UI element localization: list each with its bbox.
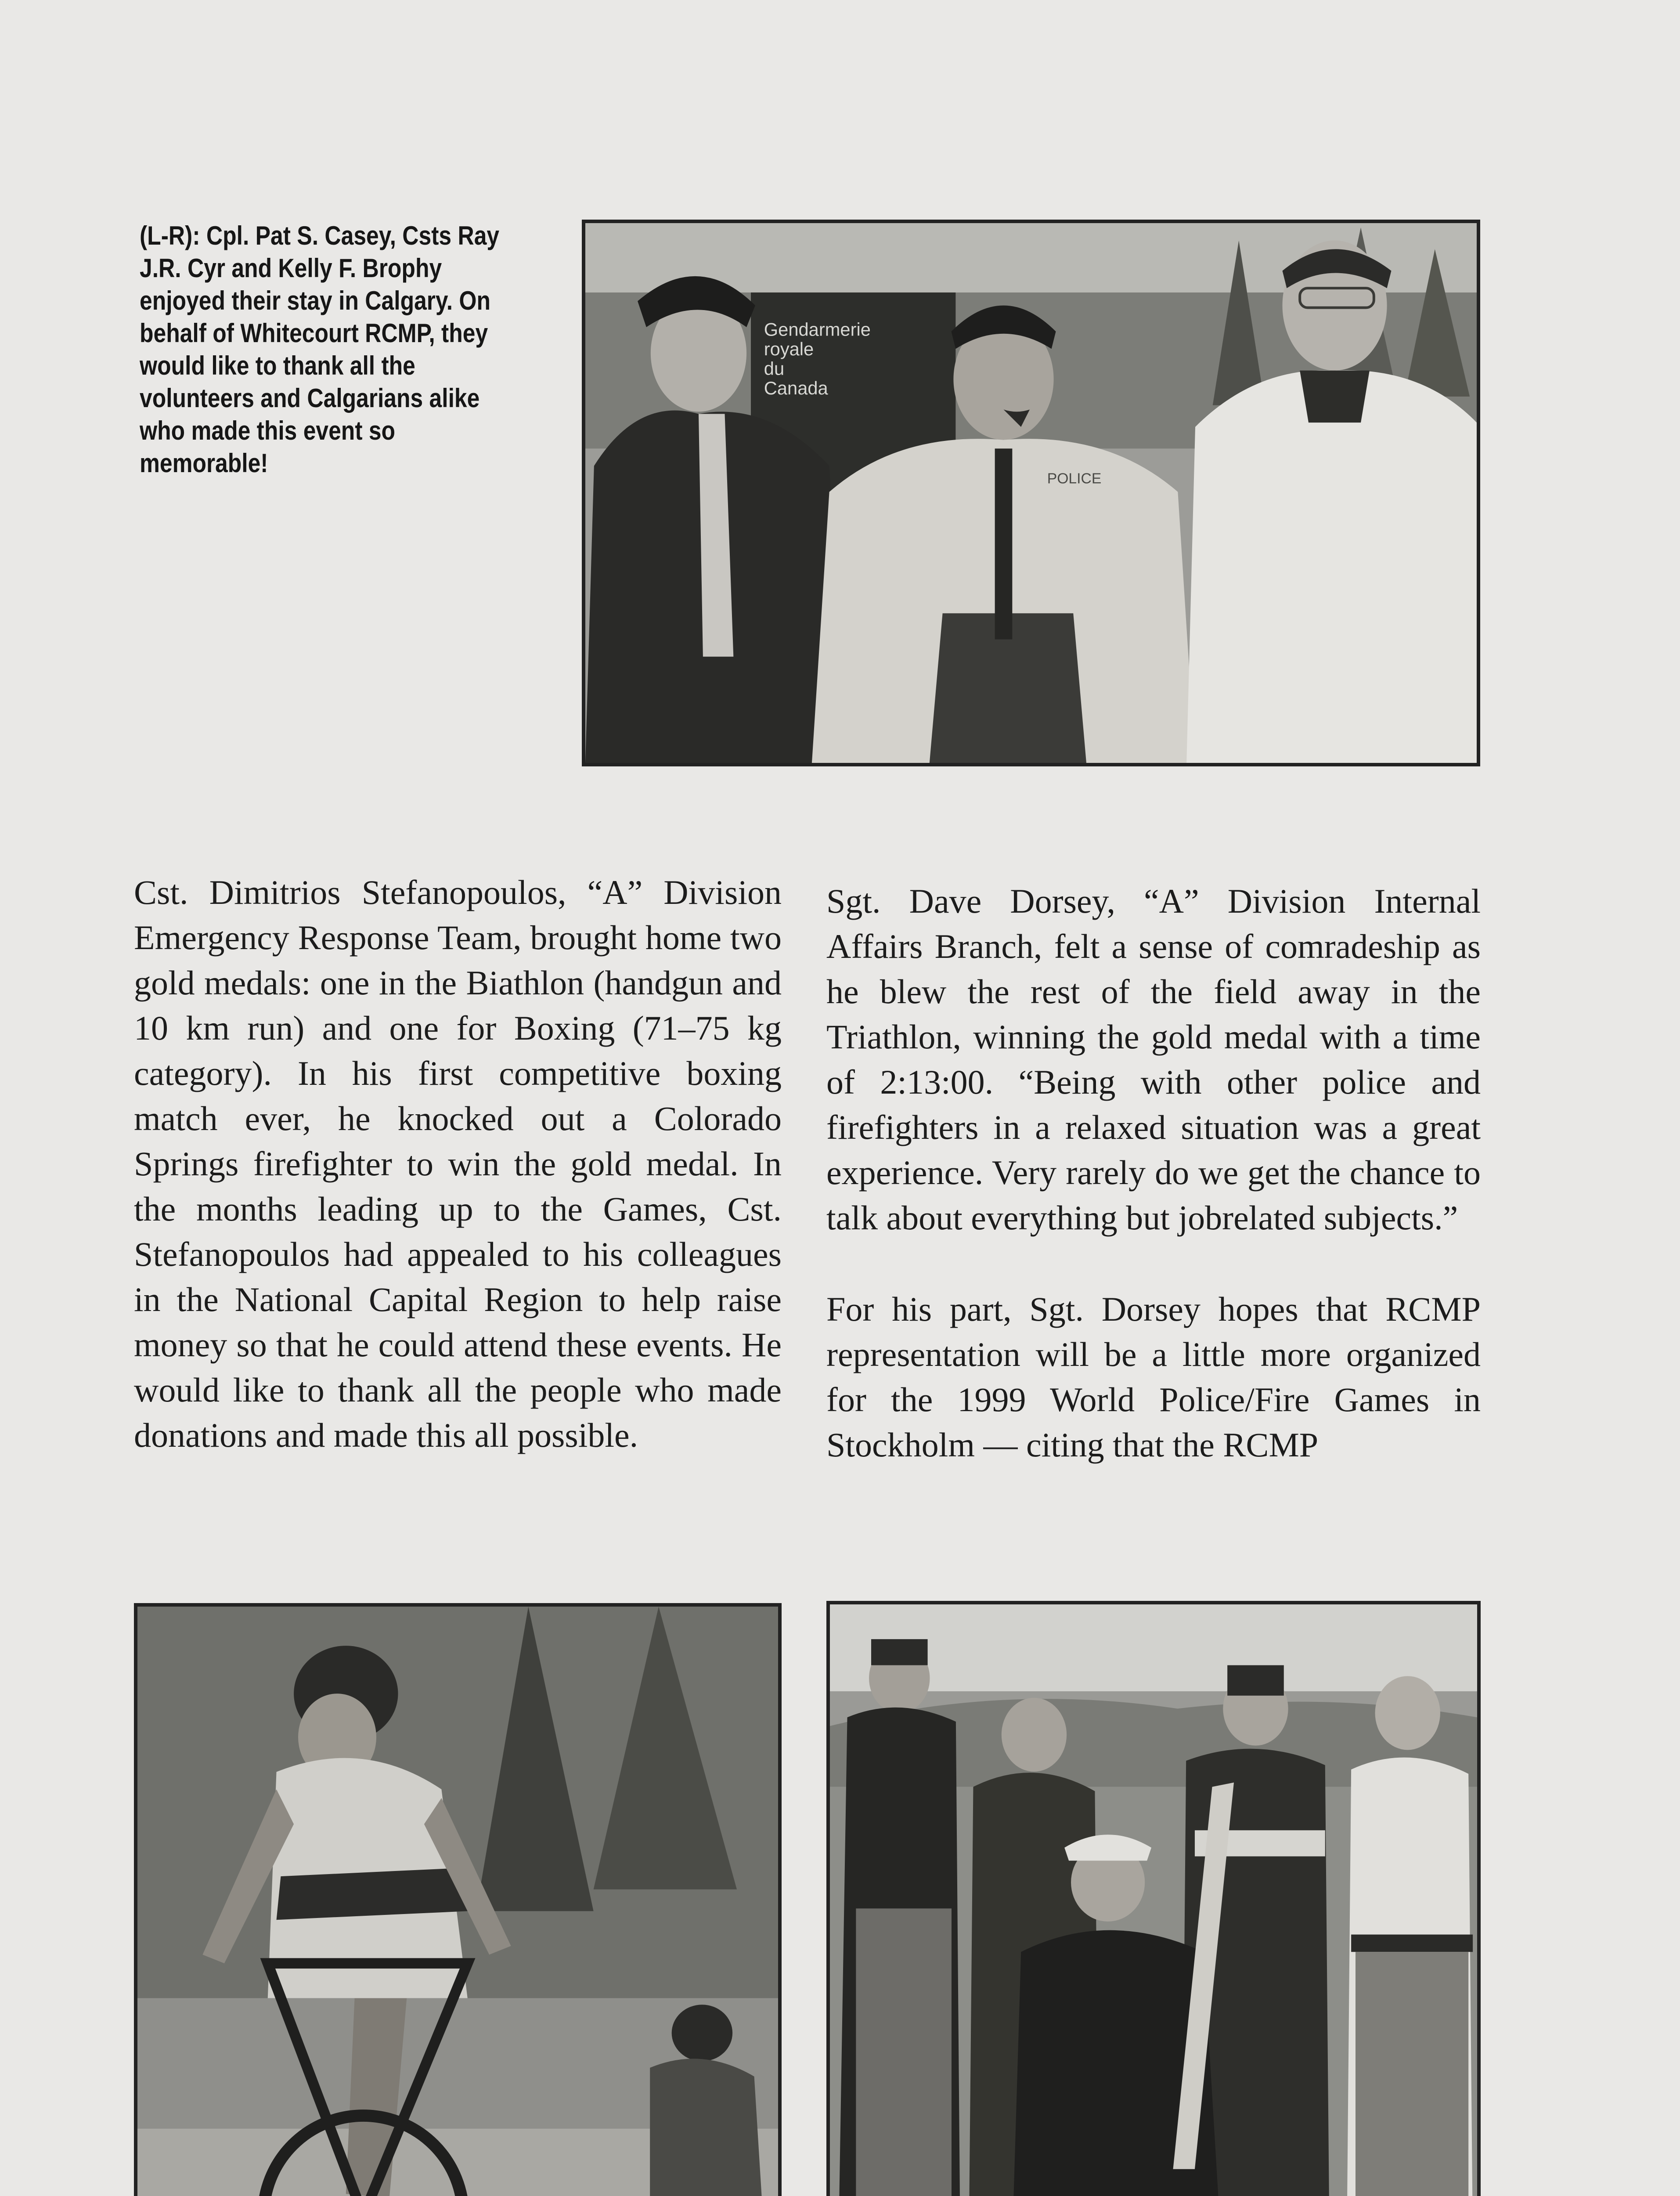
right-paragraph-2: For his part, Sgt. Dorsey hopes that RCMP representation will be a little more organized for the 1999 World Police/Fire Games in Stockholm — citing that the RCMP [826, 1290, 1481, 1464]
top-photo [582, 220, 1480, 766]
left-column-text [134, 870, 782, 1458]
sign-line-4: Canada [764, 378, 828, 398]
right-column-text [826, 878, 1481, 1467]
right-paragraph-1: Sgt. Dave Dorsey, “A” Division Internal Affairs Branch, felt a sense of comradeship as he blew the rest of the field away in the Triathlon, winning the gold medal with a time of 2:13:00. “Being with other police and firefighters in a relaxed situation was a great experience. Very rarely do we get the chance to talk about everything but jobrelated subjects.” [826, 882, 1481, 1237]
group-photo [826, 1601, 1481, 2196]
top-photo-caption: (L-R): Cpl. Pat S. Casey, Csts Ray J.R. Cyr and Kelly F. Brophy enjoyed their stay in Calgary. On behalf of Whitecourt RCMP, they would like to thank all the volunteers and Calgarians alike who made this event so memorable! [140, 221, 500, 478]
sign-line-2: royale [764, 339, 814, 360]
cyclist-photo [134, 1603, 782, 2196]
sign-line-1: Gendarmerie [764, 319, 871, 340]
top-photo-image [585, 223, 1477, 763]
sign-line-3: du [764, 358, 785, 379]
left-paragraph: Cst. Dimitrios Stefanopoulos, “A” Division Emergency Response Team, brought home two gold medals: one in the Biathlon (handgun and 10 km run) and one for Boxing (71–75 kg category). In his first competitive boxing match ever, he knocked out a Colorado Springs firefighter to win the gold medal. In the months leading up to the Games, Cst. Stefanopoulos had appealed to his colleagues in the National Capital Region to help raise money so that he could attend these events. He would like to thank all the people who made donations and made this all possible. [134, 873, 782, 1454]
cyclist-photo-image [137, 1607, 778, 2196]
group-photo-image [830, 1604, 1477, 2196]
jacket-text: POLICE [1047, 470, 1102, 487]
